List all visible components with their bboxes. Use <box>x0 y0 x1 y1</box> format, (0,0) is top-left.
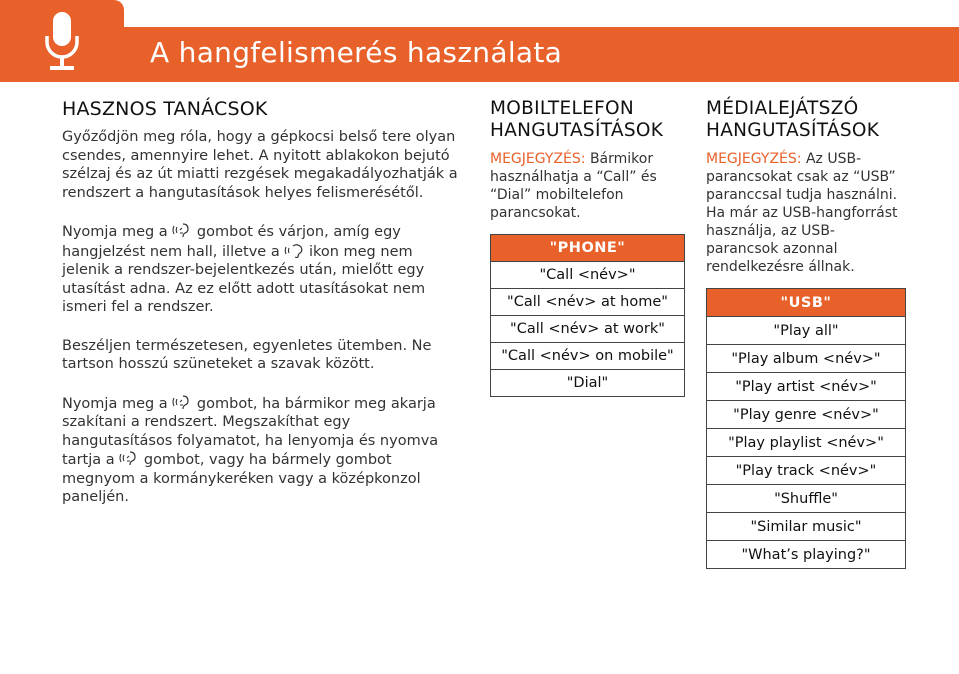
media-note <box>706 150 906 276</box>
phone-commands-column <box>490 98 685 397</box>
tip-4-part-b: gombot, ha bármikor meg akarja szakítani a rendszert. Megszakíthat egy hangutasításos folyamatot, ha lenyomja és nyomva tartja a <box>62 395 439 468</box>
phone-title-line-2: HANGUTASÍTÁSOK <box>490 120 664 141</box>
voice-button-icon <box>119 450 139 467</box>
tips-heading: HASZNOS TANÁCSOK <box>62 98 268 120</box>
phone-title-line-1: MOBILTELEFON <box>490 98 635 119</box>
listening-icon <box>284 242 304 259</box>
table-row <box>491 316 685 343</box>
media-commands-column <box>706 98 906 569</box>
table-row <box>491 262 685 289</box>
table-row <box>707 317 906 345</box>
table-row <box>491 343 685 370</box>
table-row <box>491 289 685 316</box>
command-cell: "Play album <név>" <box>707 345 906 373</box>
table-row <box>707 289 906 317</box>
tip-2-part-c: ikon meg nem jelenik a rendszer-bejelentkezés után, mielőtt egy utasítást adna. Az ez előtt adott utasításokat nem ismeri fel a rendszer. <box>62 243 426 315</box>
table-row <box>707 345 906 373</box>
table-row <box>707 457 906 485</box>
command-cell: "Play all" <box>707 317 906 345</box>
media-table-head: "USB" <box>707 289 906 317</box>
phone-note-label: MEGJEGYZÉS: <box>490 151 586 167</box>
phone-note <box>490 150 685 222</box>
table-row <box>491 370 685 397</box>
tip-paragraph-2 <box>62 222 462 317</box>
voice-button-icon <box>172 394 192 411</box>
tip-4-part-a: Nyomja meg a <box>62 395 168 412</box>
table-row <box>707 429 906 457</box>
media-commands-table <box>706 288 906 569</box>
voice-button-icon <box>172 222 192 239</box>
media-title-line-1: MÉDIALEJÁTSZÓ <box>706 98 859 119</box>
tips-column <box>62 98 462 527</box>
tip-paragraph-4 <box>62 394 462 507</box>
command-cell: "Call <név> on mobile" <box>491 343 685 370</box>
tip-paragraph-3: Beszéljen természetesen, egyenletes ütemben. Ne tartson hosszú szüneteket a szavak között. <box>62 337 432 372</box>
tip-2-part-b: gombot és várjon, amíg egy hangjelzést nem hall, illetve a <box>62 224 401 260</box>
command-cell: "Similar music" <box>707 513 906 541</box>
tip-2-part-a: Nyomja meg a <box>62 224 168 240</box>
command-cell: "Play genre <név>" <box>707 401 906 429</box>
media-title-line-2: HANGUTASÍTÁSOK <box>706 120 880 141</box>
command-cell: "Shuffle" <box>707 485 906 513</box>
page-header <box>0 0 959 92</box>
command-cell: "Call <név> at home" <box>491 289 685 316</box>
phone-title <box>490 98 685 142</box>
command-cell: "Call <név> at work" <box>491 316 685 343</box>
command-cell: "Dial" <box>491 370 685 397</box>
media-note-label: MEGJEGYZÉS: <box>706 151 802 167</box>
command-cell: "Play playlist <név>" <box>707 429 906 457</box>
command-cell: "Play artist <név>" <box>707 373 906 401</box>
table-row <box>707 513 906 541</box>
table-row <box>491 235 685 262</box>
table-row <box>707 401 906 429</box>
table-row <box>707 485 906 513</box>
phone-note-text: Bármikor használhatja a “Call” és “Dial” mobiltelefon parancsokat. <box>490 151 657 221</box>
header-icon-tab <box>0 0 124 82</box>
phone-table-head: "PHONE" <box>491 235 685 262</box>
microphone-icon <box>42 10 82 74</box>
tip-4-part-c: gombot, vagy ha bármely gombot megnyom a kormánykeréken vagy a középkonzol paneljén. <box>62 452 421 505</box>
command-cell: "Play track <név>" <box>707 457 906 485</box>
table-row <box>707 541 906 569</box>
command-cell: "What’s playing?" <box>707 541 906 569</box>
table-row <box>707 373 906 401</box>
command-cell: "Call <név>" <box>491 262 685 289</box>
media-title <box>706 98 906 142</box>
tip-paragraph-1: Győződjön meg róla, hogy a gépkocsi belső tere olyan csendes, amennyire lehet. A nyitott ablakokon bejutó szélzaj és az út miatti rezgések megakadályozhatják a rendszert a hangutasítások helyes felismerésétől. <box>62 129 458 201</box>
media-note-text: Az USB-parancsokat csak az “USB” paranccsal tudja használni. Ha már az USB-hangforrást használja, az USB-parancsok azonnal rendelkezésre állnak. <box>706 151 898 275</box>
phone-commands-table <box>490 234 685 397</box>
page-title: A hangfelismerés használata <box>150 36 563 69</box>
